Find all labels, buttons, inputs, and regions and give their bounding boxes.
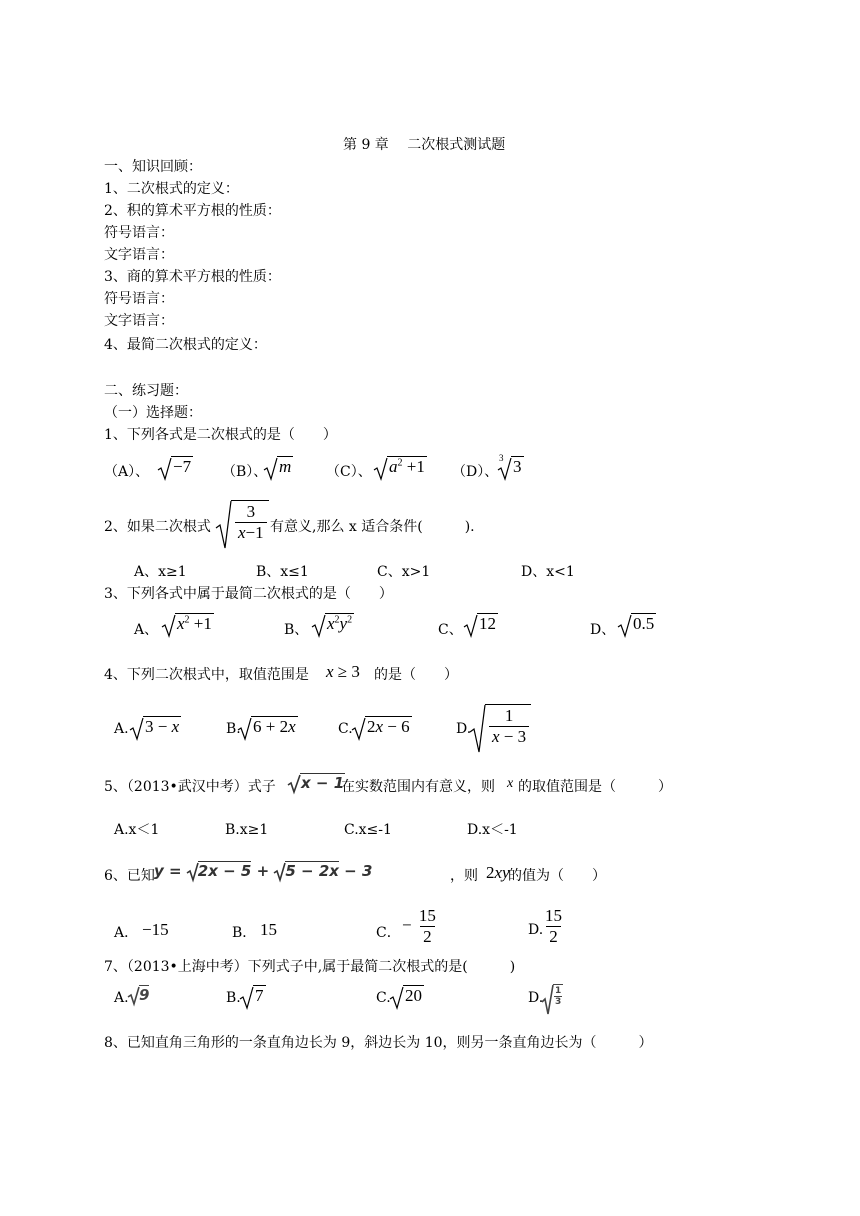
- q3-option-a-expr: $x^2 +1$: [162, 614, 214, 634]
- q5-option-d: D.x＜-1: [467, 822, 518, 838]
- review-line-1: 1、二次根式的定义：: [104, 181, 239, 197]
- radical-sign-icon: [288, 774, 301, 794]
- radical-sign-icon: [390, 986, 404, 1010]
- q6-stem-tail: 的值为（ ）: [508, 868, 606, 884]
- q1-option-d-label: （D）、: [452, 464, 499, 480]
- q3-stem: 3、下列各式中属于最简二次根式的是（ ）: [104, 586, 393, 602]
- q4-option-b-expr: 6 + 2x: [238, 717, 298, 737]
- q3-option-d-label: D、: [590, 622, 616, 638]
- review-line-2: 2、积的算术平方根的性质：: [104, 203, 281, 219]
- q4-option-c-label: C.: [338, 721, 353, 737]
- q1-option-d-expr: 3 3: [498, 457, 524, 477]
- q3-option-c-expr: 12: [464, 614, 498, 634]
- q2-stem-post: 有意义,那么 x 适合条件( ).: [270, 519, 475, 535]
- q8-stem: 8、已知直角三角形的一条直角边长为 9，斜边长为 10，则另一条直角边长为（ ）: [104, 1035, 653, 1051]
- cube-root-sign-icon: [498, 457, 512, 481]
- q6-option-c-value: − $\frac{15}{2}$: [402, 906, 436, 946]
- radical-sign-icon: [470, 704, 486, 754]
- q4-option-d-expr: $\frac{1}{x - 3}$: [470, 704, 531, 747]
- section-heading-practice: 二、练习题：: [104, 383, 188, 399]
- q5-stem-mid: 在实数范围内有意义，则: [341, 779, 495, 795]
- q4-option-a-expr: 3 − x: [130, 717, 181, 737]
- q2-stem-pre: 2、如果二次根式: [104, 519, 211, 535]
- q6-option-a-value: −15: [142, 920, 169, 939]
- q1-stem: 1、下列各式是二次根式的是（ ）: [104, 427, 337, 443]
- q7-option-b-label: B.: [226, 990, 241, 1006]
- q4-option-c-expr: 2x − 6: [352, 717, 412, 737]
- radical-sign-icon: [240, 986, 254, 1010]
- q3-option-d-expr: 0.5: [618, 614, 656, 634]
- q6-stem-post: ，则: [450, 868, 478, 884]
- q7-option-d-expr: $\frac{1}{3}$: [542, 984, 563, 1007]
- q7-option-a-label: A.: [114, 990, 129, 1006]
- q6-option-b-value: 15: [260, 920, 277, 939]
- q2-radical-expr: $\frac{3}{x-1}$: [216, 500, 269, 543]
- q6-option-d-value: $\frac{15}{2}$: [545, 906, 562, 946]
- radical-sign-icon: [464, 614, 478, 638]
- q7-option-d-label: D.: [528, 990, 544, 1006]
- q1-option-c-expr: $a^2 +1$: [374, 457, 427, 477]
- radical-sign-icon: [187, 862, 199, 882]
- q5-radical-expr: x − 1: [288, 774, 345, 792]
- radical-sign-icon: [158, 457, 172, 481]
- q7-option-c-label: C.: [376, 990, 391, 1006]
- radical-sign-icon: [274, 862, 286, 882]
- section-heading-review: 一、知识回顾：: [104, 159, 202, 175]
- radical-sign-icon: [162, 614, 176, 638]
- q1-option-c-label: （C）、: [326, 464, 372, 480]
- q6-option-b-label: B．: [232, 925, 257, 941]
- radical-sign-icon: [264, 457, 278, 481]
- radical-sign-icon: [130, 717, 144, 741]
- q6-option-d-label: D.: [528, 922, 544, 938]
- radical-sign-icon: [128, 986, 140, 1006]
- q7-option-b-expr: 7: [240, 986, 266, 1006]
- q6-option-a-label: A．: [114, 925, 139, 941]
- q4-option-d-label: D.: [456, 721, 472, 737]
- q7-stem: 7、（2013•上海中考）下列式子中,属于最简二次根式的是( ): [104, 959, 516, 975]
- q2-option-c: C、x>1: [377, 564, 431, 580]
- q3-option-c-label: C、: [438, 622, 463, 638]
- radical-sign-icon: [352, 717, 366, 741]
- radical-sign-icon: [238, 717, 252, 741]
- q5-option-b: B.x≥1: [225, 822, 269, 838]
- review-line-3: 符号语言：: [104, 225, 174, 241]
- review-line-5: 3、商的算术平方根的性质：: [104, 269, 281, 285]
- q6-expression: 2xy: [486, 863, 510, 882]
- q4-stem-post: 的是（ ）: [374, 667, 458, 683]
- review-line-4: 文字语言：: [104, 247, 174, 263]
- q5-variable: x: [507, 776, 514, 791]
- q6-stem-pre: 6、已知: [104, 868, 155, 884]
- q5-option-c: C.x≤-1: [344, 822, 392, 838]
- radical-sign-icon: [312, 614, 326, 638]
- radical-sign-icon: [542, 984, 554, 1016]
- q6-option-c-label: C．: [376, 925, 401, 941]
- q1-option-a-label: （A）、: [104, 464, 150, 480]
- q4-option-a-label: A.: [114, 721, 129, 737]
- q3-option-b-label: B、: [284, 622, 309, 638]
- subsection-heading-choice: （一）选择题：: [104, 405, 202, 421]
- q4-option-b-label: B.: [226, 721, 241, 737]
- radical-sign-icon: [216, 500, 232, 550]
- page-title: 第 9 章 二次根式测试题: [343, 137, 506, 153]
- q3-option-b-expr: $x^2y^2$: [312, 614, 354, 634]
- radical-sign-icon: [374, 457, 388, 481]
- q2-option-d: D、x<1: [521, 564, 575, 580]
- q1-option-b-label: （B）、: [222, 464, 268, 480]
- review-line-6: 符号语言：: [104, 291, 174, 307]
- q5-stem-pre: 5、（2013•武汉中考）式子: [104, 779, 276, 795]
- q2-option-a: A、x≥1: [134, 564, 187, 580]
- q2-option-b: B、x≤1: [256, 564, 309, 580]
- q7-option-a-expr: 9: [128, 986, 149, 1004]
- q1-option-b-expr: m: [264, 457, 293, 477]
- review-line-7: 文字语言：: [104, 313, 174, 329]
- q5-option-a: A.x＜1: [114, 822, 160, 838]
- radical-sign-icon: [618, 614, 632, 638]
- q7-option-c-expr: 20: [390, 986, 424, 1006]
- q1-option-a-expr: −7: [158, 457, 193, 477]
- q5-stem-post: 的取值范围是（ ）: [518, 779, 672, 795]
- q3-option-a-label: A、: [134, 622, 159, 638]
- q6-equation: y = 2x − 5 + 5 − 2x − 3: [154, 862, 373, 880]
- q4-condition: x ≥ 3: [326, 662, 360, 681]
- q4-stem-pre: 4、下列二次根式中，取值范围是: [104, 667, 309, 683]
- review-line-8: 4、最简二次根式的定义：: [104, 337, 267, 353]
